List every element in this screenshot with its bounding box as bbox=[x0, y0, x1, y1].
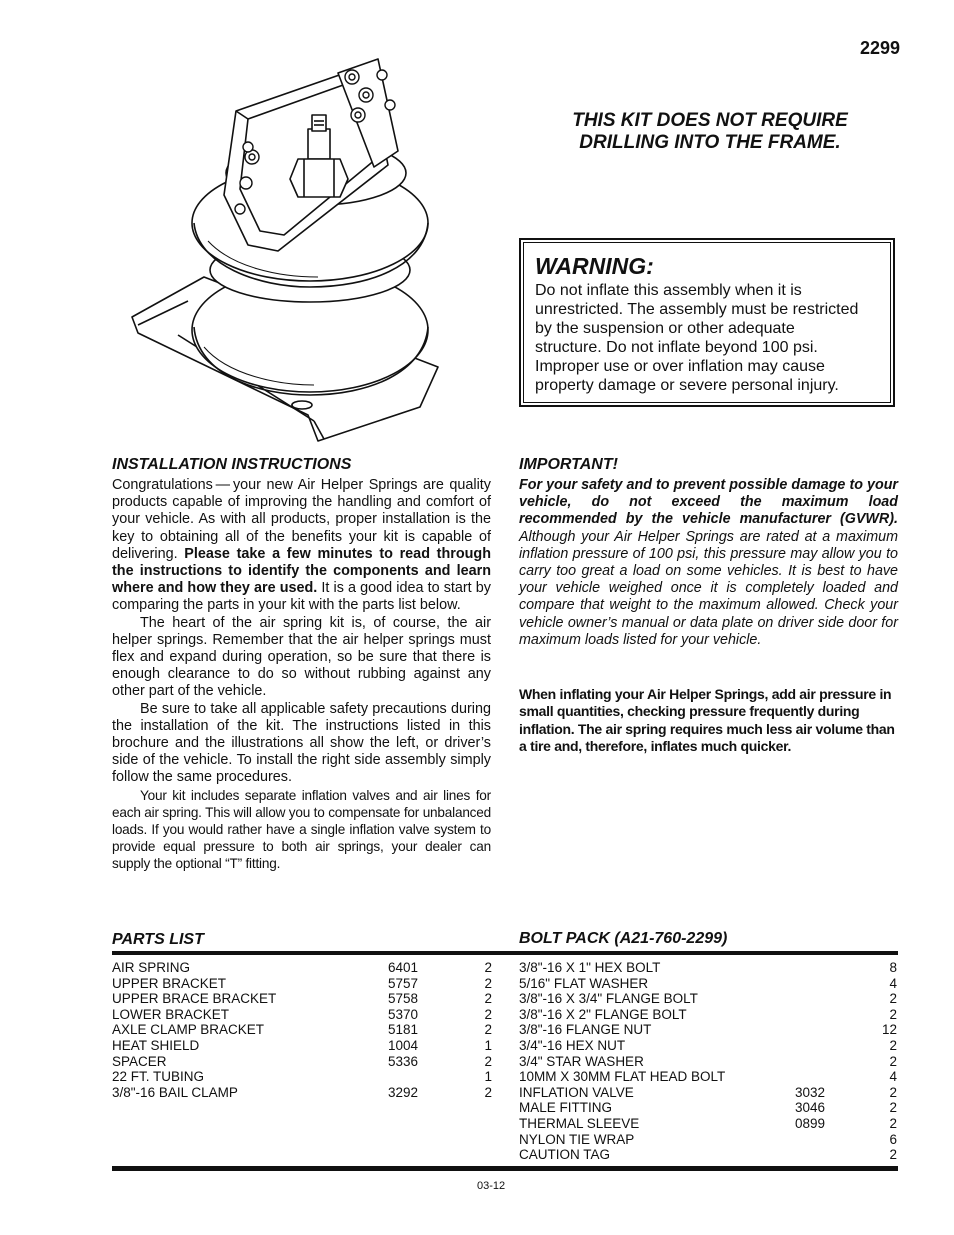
item-part-number: 5336 bbox=[388, 1053, 419, 1069]
list-item bbox=[519, 1054, 897, 1070]
bolt-pack-list bbox=[519, 960, 897, 1163]
warning-line: unrestricted. The assembly must be restricted bbox=[535, 301, 859, 318]
item-name: 3/8"-16 X 3/4" FLANGE BOLT bbox=[519, 991, 698, 1007]
list-item bbox=[112, 976, 492, 992]
item-name: NYLON TIE WRAP bbox=[519, 1131, 635, 1147]
item-part-number: 0899 bbox=[795, 1115, 826, 1131]
item-quantity: 2 bbox=[484, 960, 492, 975]
item-name: CAUTION TAG bbox=[519, 1147, 611, 1163]
item-quantity: 4 bbox=[889, 975, 897, 991]
list-item bbox=[519, 976, 897, 992]
item-part-number: 3046 bbox=[795, 1100, 826, 1116]
warning-title: WARNING: bbox=[535, 253, 654, 279]
item-name: 5/16" FLAT WASHER bbox=[519, 975, 649, 991]
item-quantity: 2 bbox=[889, 1084, 897, 1100]
warning-inner-border bbox=[523, 242, 891, 403]
item-name: AIR SPRING bbox=[112, 960, 191, 975]
item-quantity: 2 bbox=[484, 975, 492, 991]
list-item bbox=[519, 960, 897, 976]
list-item bbox=[112, 1007, 492, 1023]
tagline-line-2: DRILLING INTO THE FRAME. bbox=[579, 132, 841, 153]
item-name: 3/8"-16 FLANGE NUT bbox=[519, 1022, 652, 1038]
list-item bbox=[112, 1085, 492, 1101]
item-quantity: 2 bbox=[889, 1037, 897, 1053]
document-number: 2299 bbox=[859, 38, 900, 58]
item-quantity: 2 bbox=[889, 1053, 897, 1069]
list-item bbox=[519, 1069, 897, 1085]
item-quantity: 2 bbox=[889, 991, 897, 1007]
table-top-rule bbox=[112, 951, 898, 955]
warning-line: property damage or severe personal injury. bbox=[535, 377, 839, 394]
item-quantity: 2 bbox=[484, 1053, 492, 1069]
item-quantity: 2 bbox=[889, 1006, 897, 1022]
list-item bbox=[519, 1022, 897, 1038]
item-name: THERMAL SLEEVE bbox=[519, 1115, 640, 1131]
kit-tagline bbox=[520, 110, 900, 154]
list-item bbox=[112, 1069, 492, 1085]
list-item bbox=[519, 1085, 897, 1101]
parts-list-heading: PARTS LIST bbox=[112, 931, 204, 948]
list-item bbox=[112, 960, 492, 976]
item-quantity: 2 bbox=[484, 1006, 492, 1022]
item-name: UPPER BRACE BRACKET bbox=[112, 991, 277, 1007]
installation-text: It is a good idea to start by comparing the parts in your kit with the parts list below. bbox=[112, 580, 491, 614]
list-item bbox=[519, 1100, 897, 1116]
list-item bbox=[519, 1038, 897, 1054]
installation-heading: INSTALLATION INSTRUCTIONS bbox=[112, 456, 352, 473]
list-item bbox=[112, 1038, 492, 1054]
item-name: 10MM X 30MM FLAT HEAD BOLT bbox=[519, 1069, 726, 1085]
item-name: AXLE CLAMP BRACKET bbox=[112, 1022, 265, 1038]
item-quantity: 6 bbox=[889, 1131, 897, 1147]
item-part-number: 5181 bbox=[388, 1022, 419, 1038]
air-spring-assembly-illustration bbox=[128, 55, 448, 445]
footer-code: 03-12 bbox=[477, 1180, 506, 1192]
item-quantity: 2 bbox=[484, 1084, 492, 1100]
item-name: 3/8"-16 X 1" HEX BOLT bbox=[519, 960, 661, 975]
list-item bbox=[112, 1054, 492, 1070]
bolt-pack-heading: BOLT PACK (A21-760-2299) bbox=[519, 930, 728, 947]
item-part-number: 5758 bbox=[388, 991, 419, 1007]
important-text: Although your Air Helper Springs are rated at a maximum inflation pressure of 100 psi, this pressure may allow you to carry too great a load on some vehicles. It is best to have your vehicle weighed once it is completely loaded and compare that weight to the maximum allowed. Check your vehicle owner’s manual or data plate on driver side door for maximum loads listed for your vehicle. bbox=[519, 528, 898, 648]
item-name: 22 FT. TUBING bbox=[112, 1069, 205, 1085]
item-name: LOWER BRACKET bbox=[112, 1006, 230, 1022]
list-item bbox=[112, 991, 492, 1007]
item-part-number: 3032 bbox=[795, 1084, 826, 1100]
installation-emphasis: Please take a few minutes to read through the instructions to identify the components and learn where and how they are used. bbox=[112, 545, 492, 597]
item-quantity: 8 bbox=[889, 960, 897, 975]
warning-line: Do not inflate this assembly when it is bbox=[535, 282, 802, 299]
list-item bbox=[519, 991, 897, 1007]
item-quantity: 4 bbox=[889, 1069, 897, 1085]
warning-box bbox=[519, 238, 895, 407]
item-part-number: 3292 bbox=[388, 1084, 419, 1100]
item-name: 3/4" STAR WASHER bbox=[519, 1053, 644, 1069]
item-name: MALE FITTING bbox=[519, 1100, 613, 1116]
list-item bbox=[112, 1022, 492, 1038]
installation-paragraph-1 bbox=[112, 477, 491, 615]
warning-line: structure. Do not inflate beyond 100 psi. bbox=[535, 339, 818, 356]
item-quantity: 2 bbox=[484, 991, 492, 1007]
item-part-number: 6401 bbox=[388, 960, 419, 975]
list-item bbox=[519, 1147, 897, 1163]
item-quantity: 1 bbox=[484, 1037, 492, 1053]
installation-text: Congratulations — your new Air Helper Springs are quality products capable of improving the handling and comfort of your vehicle. As with all products, proper installation is the key to obtaining all of the benefits your kit is capable of delivering. bbox=[112, 477, 491, 562]
installation-body bbox=[112, 477, 491, 873]
item-quantity: 12 bbox=[881, 1022, 897, 1038]
item-name: 3/8"-16 BAIL CLAMP bbox=[112, 1084, 238, 1100]
item-name: UPPER BRACKET bbox=[112, 975, 227, 991]
installation-paragraph-2: The heart of the air spring kit is, of course, the air helper springs. Remember that the air helper springs must flex and expand during operation, so be sure that there is enough clearance to do so without rubbing against any other part of the vehicle. bbox=[112, 614, 491, 700]
list-item bbox=[519, 1132, 897, 1148]
item-quantity: 2 bbox=[889, 1147, 897, 1163]
item-part-number: 1004 bbox=[388, 1037, 419, 1053]
item-name: 3/4"-16 HEX NUT bbox=[519, 1037, 626, 1053]
important-emphasis: For your safety and to prevent possible damage to your vehicle, do not exceed the maximum load recommended by the vehicle manufacturer (GVWR). bbox=[519, 477, 898, 528]
installation-paragraph-4: Your kit includes separate inflation valves and air lines for each air spring. This will allow you to compensate for unbalanced loads. If you would rather have a single inflation valve system to provide equal pressure to both air springs, your dealer can supply the optional “T” fitting. bbox=[112, 787, 491, 872]
warning-line: by the suspension or other adequate bbox=[535, 320, 795, 337]
list-item bbox=[519, 1116, 897, 1132]
parts-list bbox=[112, 960, 492, 1100]
item-quantity: 2 bbox=[889, 1100, 897, 1116]
item-quantity: 2 bbox=[889, 1115, 897, 1131]
item-quantity: 1 bbox=[484, 1069, 492, 1085]
item-name: INFLATION VALVE bbox=[519, 1084, 634, 1100]
item-name: SPACER bbox=[112, 1053, 167, 1069]
tagline-line-1: THIS KIT DOES NOT REQUIRE bbox=[572, 110, 848, 131]
table-bottom-rule bbox=[112, 1166, 898, 1171]
important-heading: IMPORTANT! bbox=[519, 456, 618, 473]
item-name: HEAT SHIELD bbox=[112, 1037, 200, 1053]
item-quantity: 2 bbox=[484, 1022, 492, 1038]
important-body bbox=[519, 477, 898, 649]
item-part-number: 5757 bbox=[388, 975, 419, 991]
item-name: 3/8"-16 X 2" FLANGE BOLT bbox=[519, 1006, 687, 1022]
list-item bbox=[519, 1007, 897, 1023]
warning-line: Improper use or over inflation may cause bbox=[535, 358, 825, 375]
warning-body bbox=[535, 281, 880, 395]
inflation-note: When inflating your Air Helper Springs, add air pressure in small quantities, checking pressure frequently during inflation. The air spring requires much less air volume than a tire and, therefore, inflates much quicker. bbox=[519, 686, 895, 754]
installation-paragraph-3: Be sure to take all applicable safety precautions during the installation of the kit. The instructions listed in this brochure and the illustrations all show the left, or driver’s side of the vehicle. To install the right side assembly simply follow the same procedures. bbox=[112, 700, 491, 786]
item-part-number: 5370 bbox=[388, 1006, 419, 1022]
